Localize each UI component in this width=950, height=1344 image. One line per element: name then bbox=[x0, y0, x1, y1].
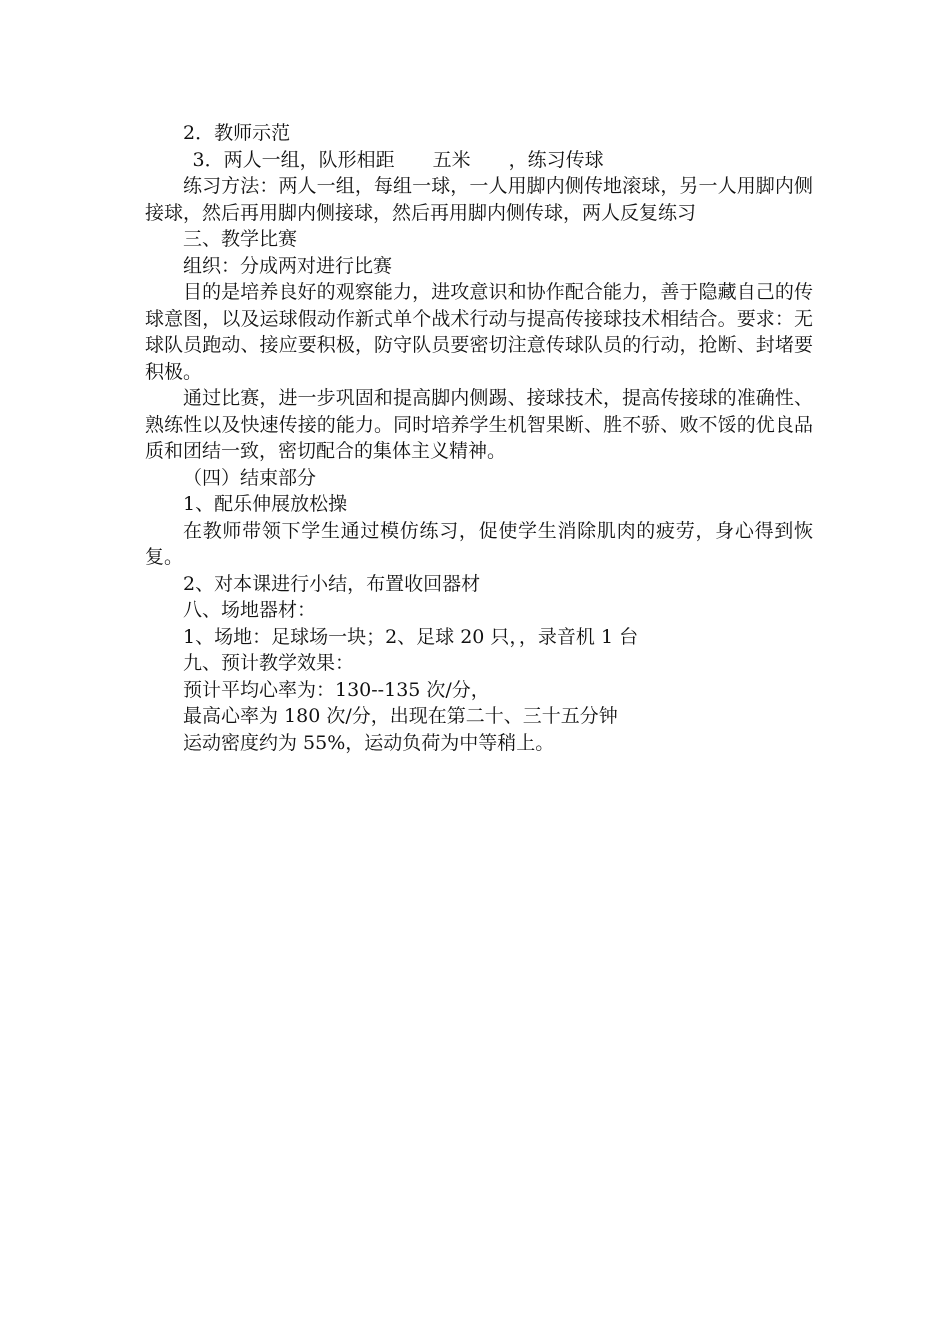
paragraph-exercise-density: 运动密度约为 55%，运动负荷为中等稍上。 bbox=[183, 731, 555, 754]
paragraph-pair-passing: 3．两人一组，队形相距 五米 ，练习传球 bbox=[192, 148, 604, 171]
paragraph-max-heart-rate: 最高心率为 180 次/分，出现在第二十、三十五分钟 bbox=[183, 705, 618, 727]
paragraph-organization: 组织：分成两对进行比赛 bbox=[183, 254, 393, 277]
paragraph-teacher-demo: 2．教师示范 bbox=[183, 122, 291, 144]
heading-expected-effect: 九、预计教学效果： bbox=[183, 652, 355, 674]
heading-teaching-match: 三、教学比赛 bbox=[183, 228, 298, 250]
paragraph-recovery: 在教师带领下学生通过模仿练习，促使学生消除肌肉的疲劳，身心得到恢复。 bbox=[145, 519, 813, 568]
paragraph-practice-method: 练习方法：两人一组，每组一球，一人用脚内侧传地滚球，另一人用脚内侧接球，然后再用脚内侧接球，然后再用脚内侧传球，两人反复练习 bbox=[145, 175, 813, 224]
heading-closing-part: （四）结束部分 bbox=[183, 466, 317, 489]
paragraph-summary: 2、对本课进行小结，布置收回器材 bbox=[183, 572, 481, 595]
paragraph-stretch-exercise: 1、配乐伸展放松操 bbox=[183, 493, 348, 515]
heading-equipment: 八、场地器材： bbox=[183, 599, 317, 621]
paragraph-purpose: 目的是培养良好的观察能力，进攻意识和协作配合能力，善于隐藏自己的传球意图，以及运球假动作新式单个战术行动与提高传接球技术相结合。要求：无球队员跑动、接应要积极，防守队员要密切注意传球队员的行动，抢断、封堵要积极。 bbox=[145, 281, 813, 383]
document-body bbox=[145, 120, 813, 756]
paragraph-match-goals: 通过比赛，进一步巩固和提高脚内侧踢、接球技术，提高传接球的准确性、熟练性以及快速传接的能力。同时培养学生机智果断、胜不骄、败不馁的优良品质和团结一致，密切配合的集体主义精神。 bbox=[145, 387, 813, 462]
paragraph-equipment-list: 1、场地：足球场一块；2、足球 20 只，，录音机 1 台 bbox=[183, 625, 639, 648]
paragraph-average-heart-rate: 预计平均心率为：130--135 次/分， bbox=[183, 678, 490, 701]
